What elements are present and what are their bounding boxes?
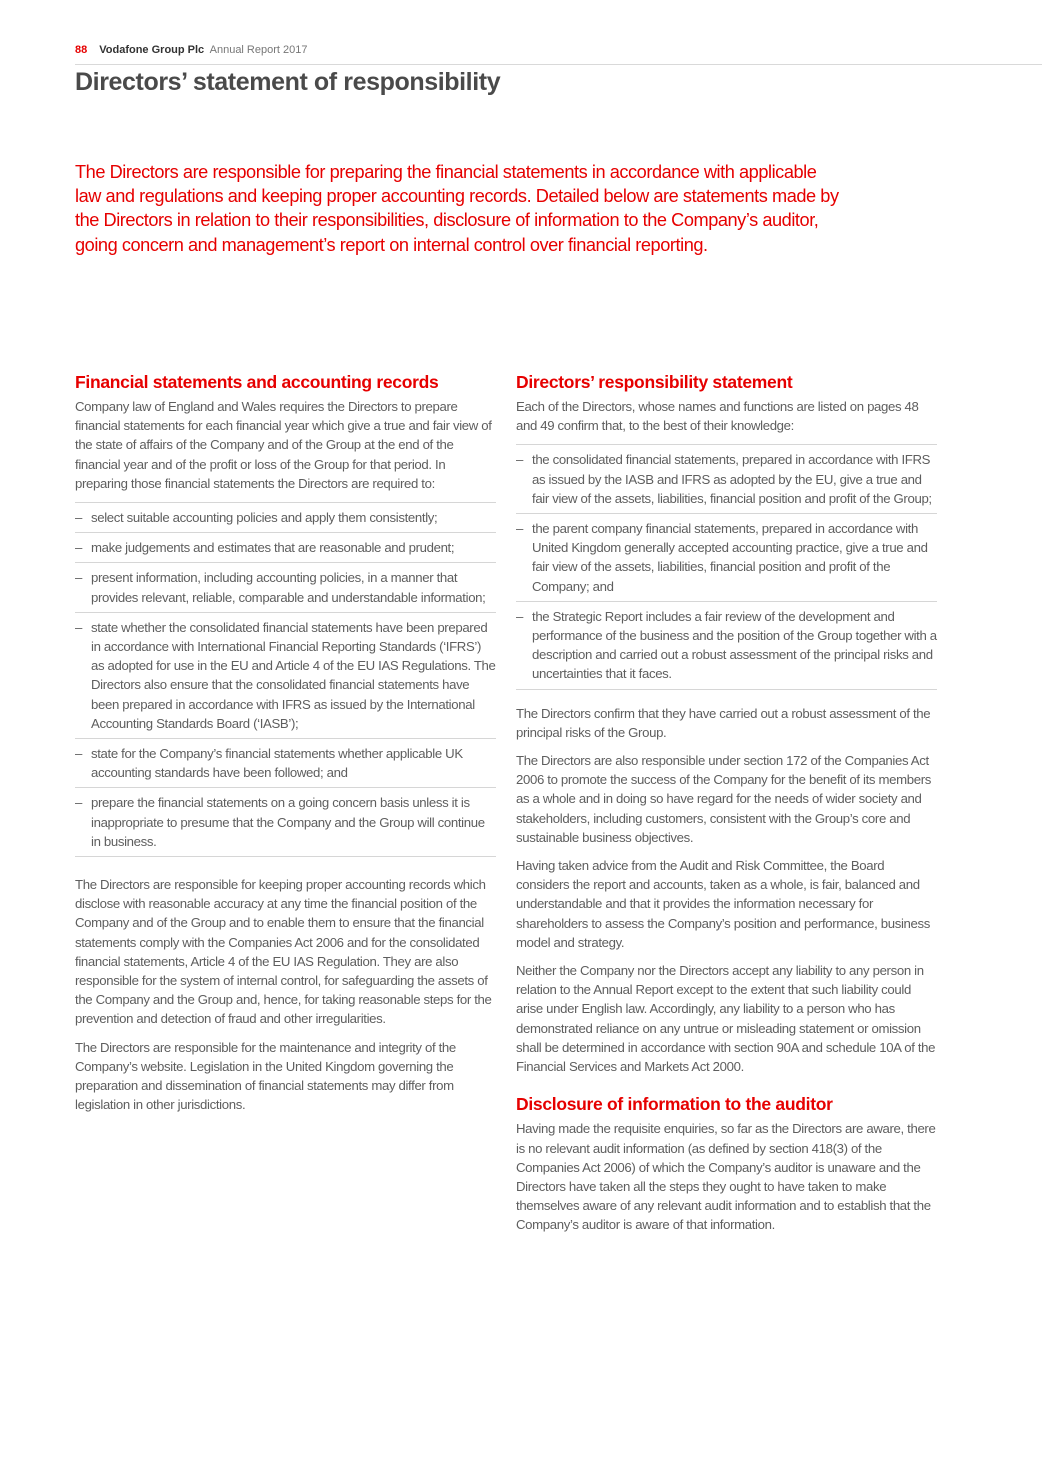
left-intro-paragraph: Company law of England and Wales requires the Directors to prepare financial statements for each financial year which give a true and fair view of the state of affairs of the Company and of the Group at the end of the financial year and of the profit or loss of the Group for that period. In preparing those financial statements the Directors are required to:	[75, 399, 492, 491]
right-paragraph: Having taken advice from the Audit and Risk Committee, the Board considers the report and accounts, taken as a whole, is fair, balanced and understandable and that it provides the information necessary for shareholders to assess the Company’s position and performance, business model and strategy.	[516, 858, 931, 950]
right-paragraph: The Directors confirm that they have carried out a robust assessment of the principal risks of the Group.	[516, 705, 931, 740]
left-paragraph: The Directors are responsible for the maintenance and integrity of the Company’s website. Legislation in the United Kingdom governing the preparation and dissemination of financial statements may differ from legislation in other jurisdictions.	[75, 1039, 456, 1113]
page-header	[75, 44, 1042, 65]
list-item: – the consolidated financial statements, prepared in accordance with IFRS as issued by the IASB and IFRS as adopted by the EU, give a true and fair view of the assets, liabilities, financial position and profit of the Group;	[516, 445, 937, 514]
right-paragraph: Neither the Company nor the Directors accept any liability to any person in relation to the Annual Report except to the extent that such liability could arise under English law. Accordingly, any liability to a person who has demonstrated reliance on any untrue or misleading statement or omission shall be determined in accordance with section 90A and schedule 10A of the Financial Services and Markets Act 2000.	[516, 963, 936, 1075]
section-heading-financial-statements: Financial statements and accounting records	[75, 372, 439, 392]
right-paragraph: Having made the requisite enquiries, so far as the Directors are aware, there is no relevant audit information (as defined by section 418(3) of the Companies Act 2006) of which the Company’s auditor is unaware and the Directors have taken all the steps they ought to have taken to make themselves aware of any relevant audit information and to establish that the Company’s auditor is aware of that information.	[516, 1121, 936, 1233]
page-title: Directors’ statement of responsibility	[75, 68, 501, 96]
right-bullet-list	[516, 444, 937, 689]
right-column	[516, 370, 937, 1244]
section-heading-disclosure-auditor: Disclosure of information to the auditor	[516, 1094, 833, 1115]
list-item: – make judgements and estimates that are reasonable and prudent;	[75, 533, 496, 563]
list-item: – present information, including accounting policies, in a manner that provides relevant, reliable, comparable and understandable information;	[75, 563, 496, 612]
list-item: – the parent company financial statements, prepared in accordance with United Kingdom generally accepted accounting practice, give a true and fair view of the assets, liabilities, financial position and profit of the Company; and	[516, 514, 937, 602]
left-bullet-list	[75, 502, 496, 857]
intro-text: The Directors are responsible for preparing the financial statements in accordance with applicable law and regulations and keeping proper accounting records. Detailed below are statements made by the Directors in relation to their responsibilities, disclosure of information to the Company’s auditor, going concern and management’s report on internal control over financial reporting.	[75, 162, 839, 255]
left-column	[75, 370, 496, 1124]
list-item: – prepare the financial statements on a going concern basis unless it is inappropriate to presume that the Company and the Group will continue in business.	[75, 788, 496, 857]
company-name: Vodafone Group Plc	[99, 44, 205, 56]
list-item: – state for the Company’s financial statements whether applicable UK accounting standards have been followed; and	[75, 739, 496, 788]
right-intro-paragraph: Each of the Directors, whose names and functions are listed on pages 48 and 49 confirm that, to the best of their knowledge:	[516, 399, 919, 434]
list-item: – select suitable accounting policies and apply them consistently;	[75, 503, 496, 533]
list-item: – the Strategic Report includes a fair review of the development and performance of the business and the position of the Group together with a description and carried out a robust assessment of the principal risks and uncertainties that it faces.	[516, 602, 937, 690]
list-item: – state whether the consolidated financial statements have been prepared in accordance with International Financial Reporting Standards (‘IFRS’) as adopted for use in the EU and Article 4 of the EU IAS Regulations. The Directors also ensure that the consolidated financial statements have been prepared in accordance with IFRS as issued by the International Accounting Standards Board (‘IASB’);	[75, 613, 496, 739]
section-heading-directors-responsibility: Directors’ responsibility statement	[516, 372, 793, 392]
page-number: 88	[75, 44, 88, 56]
report-name: Annual Report 2017	[209, 44, 308, 56]
left-paragraph: The Directors are responsible for keeping proper accounting records which disclose with reasonable accuracy at any time the financial position of the Company and of the Group and to enable them to ensure that the financial statements comply with the Companies Act 2006 and for the consolidated financial statements, Article 4 of the EU IAS Regulation. They are also responsible for the system of internal control, for safeguarding the assets of the Company and the Group and, hence, for taking reasonable steps for the prevention and detection of fraud and other irregularities.	[75, 877, 492, 1027]
right-paragraph: The Directors are also responsible under section 172 of the Companies Act 2006 to promote the success of the Company for the benefit of its members as a whole and in doing so have regard for the needs of wider society and stakeholders, including customers, consistent with the Group’s core and sustainable business objectives.	[516, 753, 931, 845]
